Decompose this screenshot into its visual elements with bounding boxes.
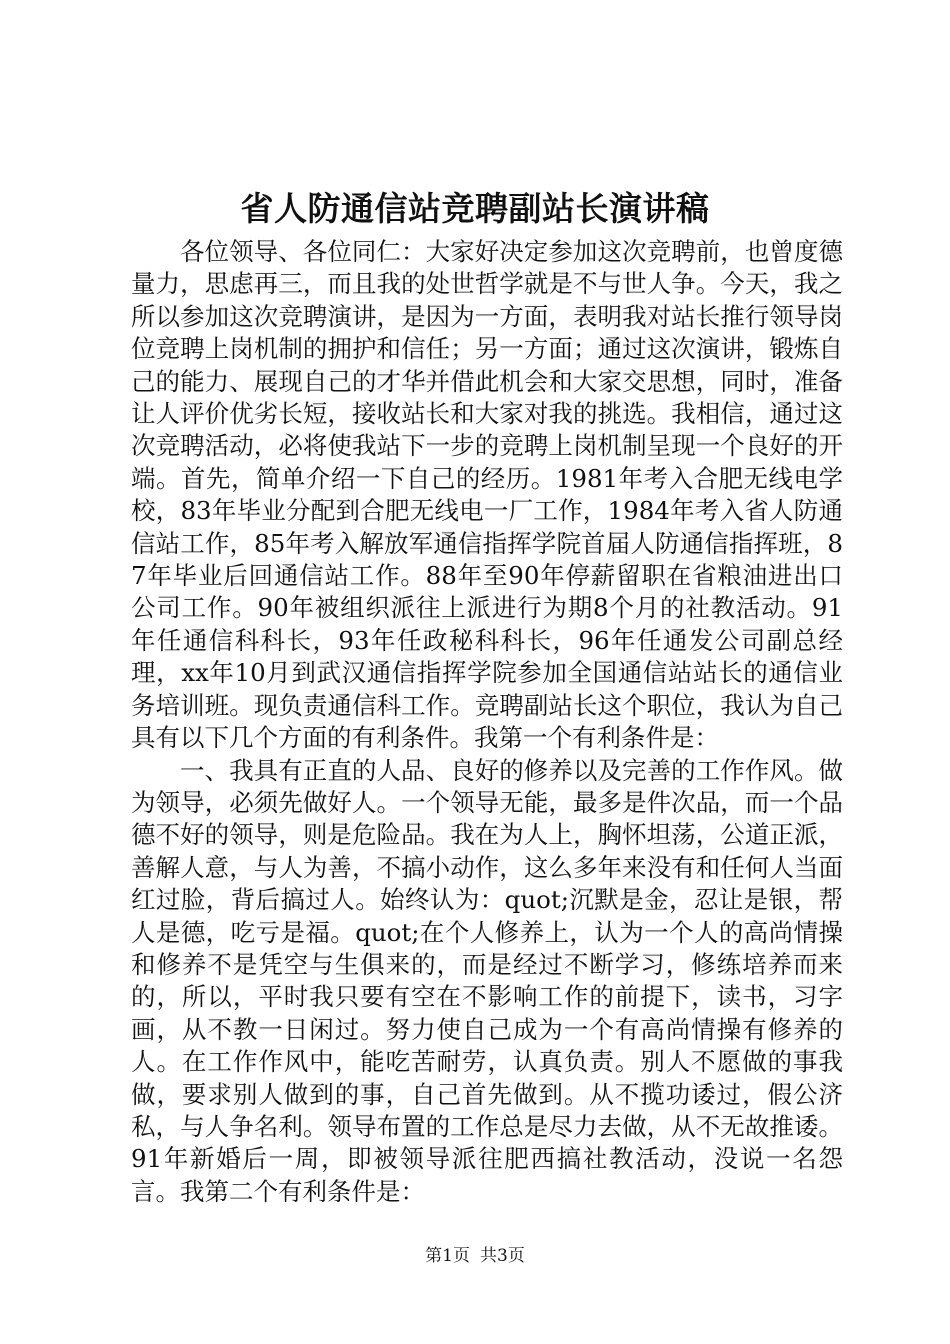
page-number: 第1页 xyxy=(425,1246,470,1266)
body-paragraph-1: 各位领导、各位同仁：大家好决定参加这次竞聘前，也曾度德量力，思虑再三，而且我的处世哲学就是不与世人争。今天，我之所以参加这次竞聘演讲，是因为一方面，表明我对站长推行领导岗位竞聘上岗机制的拥护和信任；另一方面；通过这次演讲，锻炼自己的能力、展现自己的才华并借此机会和大家交思想，同时，准备让人评价优劣长短，接收站长和大家对我的挑选。我相信，通过这次竞聘活动，必将使我站下一步的竞聘上岗机制呈现一个良好的开端。首先，简单介绍一下自己的经历。1981年考入合肥无线电学校，83年毕业分配到合肥无线电一厂工作，1984年考入省人防通信站工作，85年考入解放军通信指挥学院首届人防通信指挥班，87年毕业后回通信站工作。88年至90年停薪留职在省粮油进出口公司工作。90年被组织派往上派进行为期8个月的社教活动。91年任通信科科长，93年任政秘科科长，96年任通发公司副总经理，xx年10月到武汉通信指挥学院参加全国通信站站长的通信业务培训班。现负责通信科工作。竞聘副站长这个职位，我认为自己具有以下几个方面的有利条件。我第一个有利条件是： xyxy=(131,237,843,753)
document-body xyxy=(131,236,843,1208)
body-paragraph-2: 一、我具有正直的人品、良好的修养以及完善的工作作风。做为领导，必须先做好人。一个领导无能，最多是件次品，而一个品德不好的领导，则是危险品。我在为人上，胸怀坦荡，公道正派，善解人意，与人为善，不搞小动作，这么多年来没有和任何人当面红过脸，背后搞过人。始终认为：quot;沉默是金，忍让是银，帮人是德，吃亏是福。quot;在个人修养上，认为一个人的高尚情操和修养不是凭空与生俱来的，而是经过不断学习，修练培养而来的，所以，平时我只要有空在不影响工作的前提下，读书，习字画，从不教一日闲过。努力使自己成为一个有高尚情操有修养的人。在工作作风中，能吃苦耐劳，认真负责。别人不愿做的事我做，要求别人做到的事，自己首先做到。从不揽功诿过，假公济私，与人争名利。领导布置的工作总是尽力去做，从不无故推诿。91年新婚后一周，即被领导派往肥西搞社教活动，没说一名怨言。我第二个有利条件是： xyxy=(131,755,843,1206)
page-footer xyxy=(0,1244,950,1268)
page-total: 共3页 xyxy=(480,1246,525,1266)
document-title: 省人防通信站竞聘副站长演讲稿 xyxy=(240,189,710,228)
